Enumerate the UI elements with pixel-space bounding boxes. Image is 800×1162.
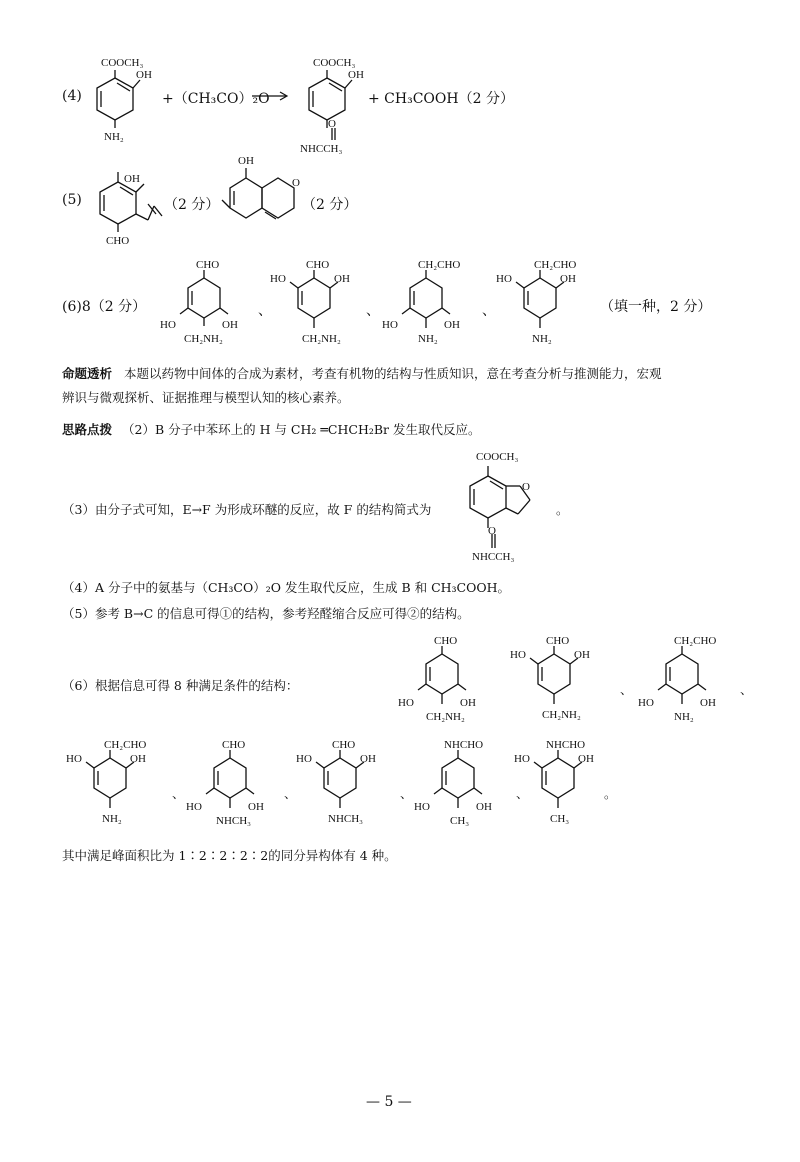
svg-text:CH₂CHO: CH₂CHO: [104, 739, 147, 751]
svg-text:HO: HO: [160, 319, 176, 331]
q6-isomer-3: [380, 256, 490, 348]
hint-isomer-2: [508, 630, 618, 726]
q5-score-b: （2 分）: [302, 197, 358, 213]
q6-isomer-1: [158, 256, 258, 348]
q5-structure-b: [218, 150, 308, 230]
hint-isomer-5: [184, 734, 294, 830]
q6-number: (6)8（2 分）: [62, 299, 147, 315]
svg-text:HO: HO: [66, 753, 82, 765]
svg-text:CHO: CHO: [332, 739, 356, 751]
analysis-paragraph: 命题透析 本题以药物中间体的合成为素材，考查有机物的结构与性质知识，意在考查分析与推测能力，宏观: [62, 366, 662, 381]
svg-text:CH₂CHO: CH₂CHO: [418, 259, 461, 271]
q4-reagent: +（CH₃CO）₂O: [162, 91, 270, 107]
svg-text:NHCH₃: NHCH₃: [328, 813, 364, 825]
svg-text:HO: HO: [270, 273, 286, 285]
hints-p4: （4）A 分子中的氨基与（CH₃CO）₂O 发生取代反应，生成 B 和 CH₃COOH。: [62, 580, 511, 595]
svg-text:NHCHO: NHCHO: [444, 739, 484, 751]
svg-text:CH₂NH₂: CH₂NH₂: [542, 709, 581, 721]
svg-text:HO: HO: [186, 801, 202, 813]
hints-conclusion: 其中满足峰面积比为 1∶2∶2∶2∶2的同分异构体有 4 种。: [62, 848, 397, 863]
svg-text:OH: OH: [460, 697, 476, 709]
q5a-oh-label: OH: [124, 173, 140, 185]
hint-isomer-4: [64, 734, 174, 830]
svg-text:O: O: [488, 525, 496, 537]
hints-f-structure: [448, 440, 568, 566]
q4-product-oh-label: OH: [348, 69, 364, 81]
svg-text:CH₃: CH₃: [550, 813, 570, 825]
svg-text:OH: OH: [578, 753, 594, 765]
q4-byproduct: + CH₃COOH（2 分）: [368, 91, 514, 107]
svg-text:OH: OH: [444, 319, 460, 331]
svg-text:NHCHO: NHCHO: [546, 739, 586, 751]
svg-text:OH: OH: [700, 697, 716, 709]
svg-text:HO: HO: [414, 801, 430, 813]
svg-text:CH₂NH₂: CH₂NH₂: [184, 333, 223, 345]
q4-product-o-label: O: [328, 118, 336, 130]
q5-score-a: （2 分）: [164, 197, 220, 213]
svg-text:COOCH₃: COOCH₃: [476, 451, 519, 463]
svg-text:CHO: CHO: [222, 739, 246, 751]
svg-text:CHO: CHO: [306, 259, 330, 271]
svg-text:NH₂: NH₂: [102, 813, 122, 825]
hint-isomer-8: [512, 734, 622, 830]
hint-isomer-7: [412, 734, 522, 830]
svg-text:CH₂NH₂: CH₂NH₂: [426, 711, 465, 723]
svg-text:NHCCH₃: NHCCH₃: [472, 551, 515, 563]
analysis-line2: 辨识与微观探析、证据推理与模型认知的核心素养。: [62, 390, 350, 405]
hints-p3: （3）由分子式可知，E→F 为形成环醚的反应，故 F 的结构简式为: [62, 502, 432, 517]
svg-text:O: O: [522, 481, 530, 493]
svg-text:OH: OH: [222, 319, 238, 331]
svg-text:OH: OH: [476, 801, 492, 813]
hint-isomer-1: [396, 630, 506, 726]
q6-note: （填一种，2 分）: [600, 299, 712, 315]
svg-text:HO: HO: [510, 649, 526, 661]
q5b-o-label: O: [292, 177, 300, 189]
svg-text:CH₂CHO: CH₂CHO: [534, 259, 577, 271]
svg-text:HO: HO: [514, 753, 530, 765]
q6-isomer-4: [494, 256, 604, 348]
hint-isomer-3: [636, 630, 746, 726]
q4-product-ester-label: COOCH₃: [313, 57, 356, 69]
analysis-title: 命题透析: [62, 366, 113, 381]
svg-text:OH: OH: [130, 753, 146, 765]
svg-text:CH₂NH₂: CH₂NH₂: [302, 333, 341, 345]
q4-arrow: [252, 90, 292, 102]
hints-p6: （6）根据信息可得 8 种满足条件的结构：: [62, 678, 299, 693]
hints-title: 思路点拨: [62, 422, 113, 437]
q4-number: (4): [62, 88, 82, 104]
q4-nh2-label: NH₂: [104, 131, 124, 143]
hints-p5: （5）参考 B→C 的信息可得①的结构，参考羟醛缩合反应可得②的结构。: [62, 606, 470, 621]
svg-text:CHO: CHO: [434, 635, 458, 647]
q4-ester-label: COOCH₃: [101, 57, 144, 69]
svg-text:HO: HO: [296, 753, 312, 765]
svg-text:NHCH₃: NHCH₃: [216, 815, 252, 827]
q4-oh-label: OH: [136, 69, 152, 81]
q5b-oh-label: OH: [238, 155, 254, 167]
svg-text:OH: OH: [574, 649, 590, 661]
q6-isomer-2: [268, 256, 368, 348]
svg-text:HO: HO: [496, 273, 512, 285]
q5-number: (5): [62, 192, 82, 208]
svg-text:HO: HO: [638, 697, 654, 709]
q5a-cho-label: CHO: [106, 235, 130, 247]
svg-text:CH₃: CH₃: [450, 815, 470, 827]
page-number: — 5 —: [366, 1094, 412, 1110]
hints-p2: 思路点拨 （2）B 分子中苯环上的 H 与 CH₂ ═CHCH₂Br 发生取代反应。: [62, 422, 481, 437]
svg-text:HO: HO: [382, 319, 398, 331]
svg-text:CH₂CHO: CH₂CHO: [674, 635, 717, 647]
q4-product-nh-label: NHCCH₃: [300, 143, 343, 155]
svg-text:OH: OH: [360, 753, 376, 765]
svg-text:OH: OH: [334, 273, 350, 285]
svg-text:NH₂: NH₂: [418, 333, 438, 345]
svg-text:HO: HO: [398, 697, 414, 709]
hint-isomer-6: [294, 734, 404, 830]
svg-text:CHO: CHO: [196, 259, 220, 271]
svg-text:NH₂: NH₂: [532, 333, 552, 345]
svg-text:OH: OH: [248, 801, 264, 813]
svg-text:NH₂: NH₂: [674, 711, 694, 723]
svg-text:CHO: CHO: [546, 635, 570, 647]
q4-reactant-structure: [80, 48, 170, 148]
svg-text:OH: OH: [560, 273, 576, 285]
